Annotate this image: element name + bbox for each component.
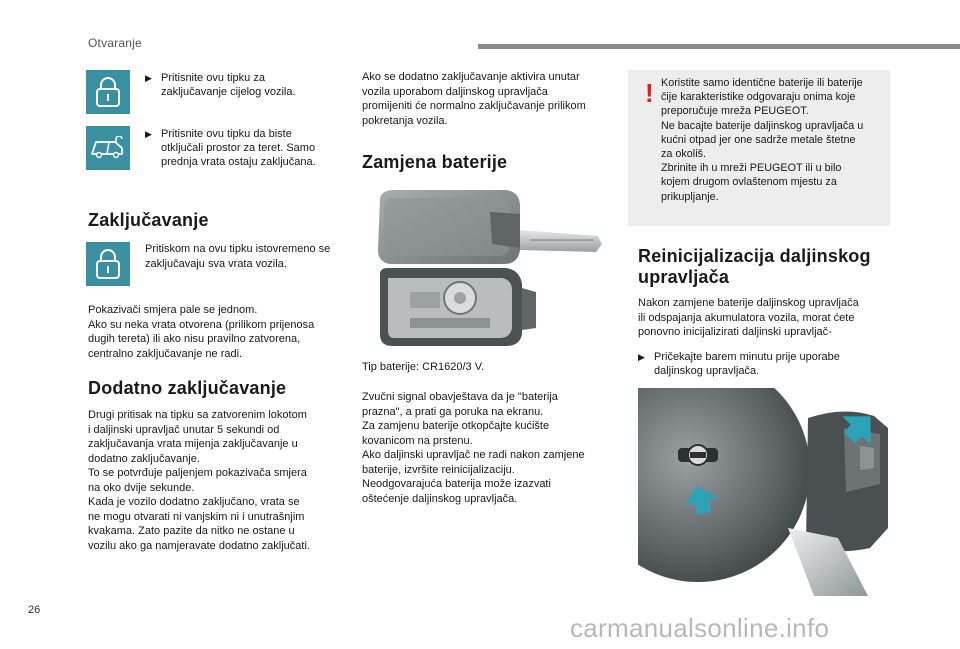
reinit-text: Nakon zamjene baterije daljinskog upravljača ili odspajanja akumulatora vozila, morat ćete ponovno inicijalizirati daljinski upravljač-: [638, 297, 859, 338]
cargo-unlock-tile: [86, 126, 130, 170]
bullet-mark: ▶: [145, 129, 152, 139]
key-fob-image: [638, 388, 892, 596]
reinit-bullet: ▶ Pričekajte barem minutu prije uporabe daljinskog upravljača.: [638, 351, 840, 377]
heading-locking: Zaključavanje: [88, 210, 209, 230]
key-fob-image-frame: [638, 388, 892, 596]
battery-text: Zvučni signal obavještava da je "baterija prazna", a prati ga poruka na ekranu. Za zamjenu baterije otkopčajte kućište kovanicom na prstenu. Ako daljinski upravljač ne radi nakon zamjene baterije, izvršite reinicijalizaciju. Neodgovarajuća baterija može izazvati oštećenje daljinskog upravljača.: [362, 391, 585, 505]
watermark: carmanualsonline.info: [570, 613, 830, 643]
locking-text: Pritiskom na ovu tipku istovremeno se zaključavaju sva vrata vozila.: [145, 243, 331, 270]
bullet-unlock-cargo: ▶ Pritisnite ovu tipku da biste otključali prostor za teret. Samo prednja vrata ostaju zaključana.: [145, 128, 316, 168]
bullet-mark: ▶: [145, 73, 152, 83]
warning-text: Koristite samo identične baterije ili baterije čije karakteristike odgovaraju onima koje preporučuje mreža PEUGEOT. Ne bacajte baterije daljinskog upravljača u kućni otpad jer one sadrže metale štetne za okoliš. Zbrinite ih u mreži PEUGEOT ili u bilo kojem drugom ovlaštenom mjestu za prikupljanje.: [661, 77, 864, 203]
battery-type: Tip baterije: CR1620/3 V.: [362, 361, 485, 373]
heading-reinit: Reinicijalizacija daljinskog upravljača: [638, 246, 871, 287]
lock-button-tile: [86, 242, 130, 286]
bullet-lock-all: ▶ Pritisnite ovu tipku za zaključavanje cijelog vozila.: [145, 72, 296, 98]
deadlocking-text: Drugi pritisak na tipku sa zatvorenim lokotom i daljinski upravljač unutar 5 sekundi od zaključavanja vrata mijenja zaključavanje u dodatno zaključavanje. To se potvrđuje paljenjem pokazivača smjera na oko dvije sekunde. Kada je vozilo dodatno zaključano, vrata se ne mogu otvarati ni vanjskim ni i unutrašnjim kvakama. Zato pazite da nitko ne ostane u vozilu ako ga namjeravate dodatno zaključati.: [88, 409, 310, 552]
warning-icon: !: [645, 78, 654, 108]
section-title: Otvaranje: [88, 36, 142, 50]
deadlock-intro: Ako se dodatno zaključavanje aktivira unutar vozila uporabom daljinskog upravljača promijeniti će normalno zaključavanje prilikom pokretanja vozila.: [362, 71, 586, 127]
lock-button-tile: [86, 70, 130, 114]
heading-deadlocking: Dodatno zaključavanje: [88, 378, 287, 398]
battery-replacement-image: [370, 188, 610, 350]
van-unlock-icon: [89, 136, 127, 160]
padlock-icon: [93, 247, 123, 281]
page-number: 26: [28, 604, 41, 616]
heading-battery: Zamjena baterije: [362, 152, 508, 172]
bullet-mark: ▶: [638, 352, 645, 362]
header-rule: [478, 44, 960, 49]
padlock-icon: [93, 75, 123, 109]
battery-key-image: [370, 188, 610, 350]
locking-info: Pokazivači smjera pale se jednom. Ako su neka vrata otvorena (prilikom prijenosa dugih tereta) ili ako nisu pravilno zatvorena, centralno zaključavanje ne radi.: [88, 304, 315, 360]
